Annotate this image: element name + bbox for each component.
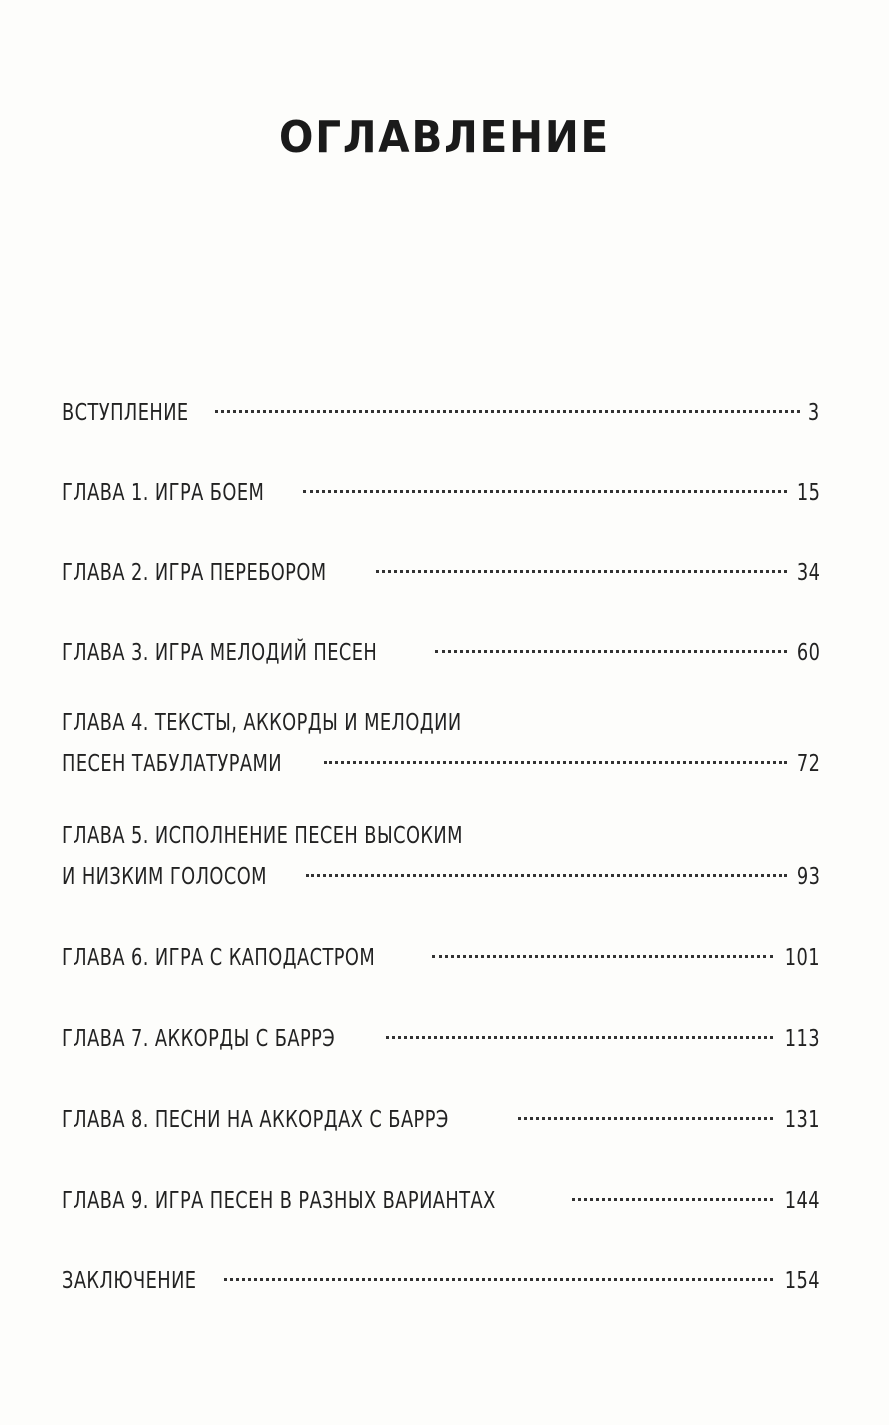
dot-leader — [516, 1095, 775, 1127]
dot-leader — [304, 852, 788, 884]
toc-entry-page: 72 — [796, 751, 820, 777]
toc-entry-label: ГЛАВА 2. ИГРА ПЕРЕБОРОМ — [62, 560, 327, 586]
dot-leader — [301, 468, 788, 500]
toc-entry-label: ЗАКЛЮЧЕНИЕ — [62, 1268, 197, 1294]
toc-entry-page: 60 — [796, 640, 820, 666]
toc-entry-label: ПЕСЕН ТАБУЛАТУРАМИ — [62, 751, 282, 777]
toc-entry-page: 131 — [784, 1107, 820, 1133]
dot-leader — [430, 933, 775, 965]
toc-entry-chapter-1[interactable] — [62, 468, 820, 506]
dot-leader — [322, 739, 789, 771]
toc-entry-label-line1: ГЛАВА 4. ТЕКСТЫ, АККОРДЫ И МЕЛОДИИ — [62, 710, 462, 736]
toc-entry-label: ГЛАВА 6. ИГРА С КАПОДАСТРОМ — [62, 945, 376, 971]
toc-entry-label-line1: ГЛАВА 5. ИСПОЛНЕНИЕ ПЕСЕН ВЫСОКИМ — [62, 823, 463, 849]
dot-leader — [222, 1256, 775, 1288]
toc-entry-label: ВСТУПЛЕНИЕ — [62, 400, 189, 426]
toc-entry-page: 154 — [784, 1268, 820, 1294]
toc-entry-label: ГЛАВА 9. ИГРА ПЕСЕН В РАЗНЫХ ВАРИАНТАХ — [62, 1188, 496, 1214]
toc-entry-page: 34 — [796, 560, 820, 586]
dot-leader — [433, 628, 789, 660]
toc-entry-conclusion[interactable] — [62, 1256, 820, 1294]
toc-entry-label: ГЛАВА 3. ИГРА МЕЛОДИЙ ПЕСЕН — [62, 640, 378, 666]
toc-entry-chapter-6[interactable] — [62, 933, 820, 971]
toc-entry-chapter-7[interactable] — [62, 1014, 820, 1052]
toc-entry-page: 15 — [796, 480, 820, 506]
dot-leader — [374, 548, 789, 580]
dot-leader — [384, 1014, 775, 1046]
toc-entry-chapter-4[interactable] — [62, 707, 820, 777]
toc-entry-chapter-5[interactable] — [62, 820, 820, 890]
dot-leader — [570, 1176, 775, 1208]
toc-entry-page: 113 — [784, 1026, 820, 1052]
toc-entry-introduction[interactable] — [62, 388, 820, 426]
toc-entry-chapter-2[interactable] — [62, 548, 820, 586]
toc-entry-label: ГЛАВА 7. АККОРДЫ С БАРРЭ — [62, 1026, 336, 1052]
toc-entry-label: ГЛАВА 8. ПЕСНИ НА АККОРДАХ С БАРРЭ — [62, 1107, 449, 1133]
toc-entry-label: ГЛАВА 1. ИГРА БОЕМ — [62, 480, 265, 506]
toc-entry-page: 93 — [796, 864, 820, 890]
toc-entry-page: 3 — [808, 400, 820, 426]
toc-entry-page: 144 — [784, 1188, 820, 1214]
toc-entry-chapter-8[interactable] — [62, 1095, 820, 1133]
toc-entry-page: 101 — [784, 945, 820, 971]
page-title: ОГЛАВЛЕНИЕ — [278, 112, 611, 163]
dot-leader — [213, 388, 802, 420]
toc-entry-label: И НИЗКИМ ГОЛОСОМ — [62, 864, 267, 890]
toc-entry-chapter-3[interactable] — [62, 628, 820, 666]
toc-entry-chapter-9[interactable] — [62, 1176, 820, 1214]
